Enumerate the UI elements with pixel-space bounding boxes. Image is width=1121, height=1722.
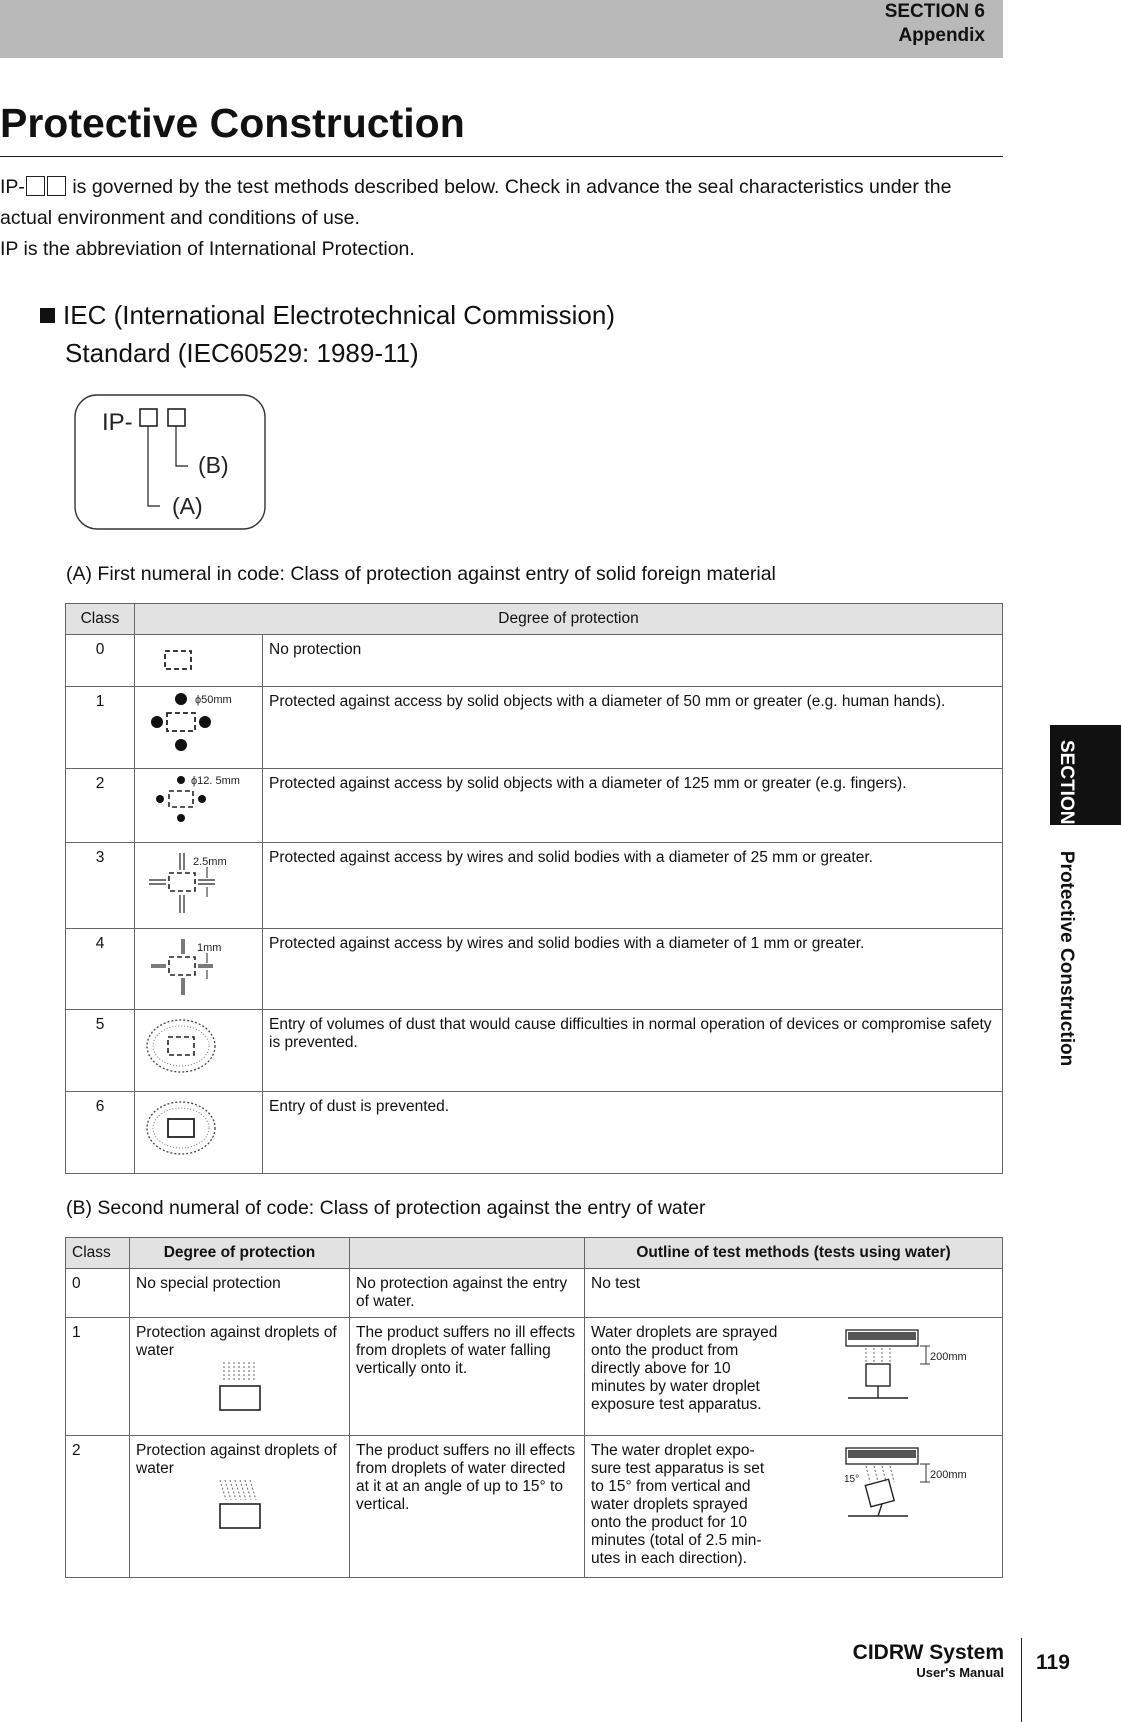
header-class: Class bbox=[66, 1238, 130, 1269]
medium-solid-objects-icon bbox=[141, 775, 253, 831]
header-degree: Degree of protection bbox=[130, 1238, 350, 1269]
side-tab-label: SECTION 6 Protective Construction bbox=[1056, 740, 1077, 1067]
dust-tight-icon bbox=[141, 1098, 253, 1160]
svg-text:200mm: 200mm bbox=[930, 1469, 967, 1481]
table-b-caption: (B) Second numeral of code: Class of protection against the entry of water bbox=[66, 1197, 706, 1219]
wire-1mm-icon bbox=[141, 935, 253, 997]
header-degree: Degree of protection bbox=[135, 604, 1003, 635]
icon-cell bbox=[135, 929, 263, 1010]
svg-text:ϕ50mm: ϕ50mm bbox=[195, 694, 232, 706]
footer-divider bbox=[1021, 1638, 1022, 1722]
solid-protection-table bbox=[65, 603, 1003, 1174]
table-row: 3 2.5mm Protected against access by wires and solid bodies with a diameter of 25 mm or greater. bbox=[66, 843, 1003, 929]
table-row: 0 No special protection No protection against the entry of water. No test bbox=[66, 1269, 1003, 1318]
svg-text:ϕ12. 5mm: ϕ12. 5mm bbox=[191, 775, 240, 787]
code-box-icon bbox=[47, 176, 66, 196]
bullet-square-icon bbox=[40, 308, 55, 323]
ip-code-diagram bbox=[74, 394, 266, 530]
header-class: Class bbox=[66, 604, 135, 635]
title-rule bbox=[0, 156, 1003, 157]
large-solid-objects-icon bbox=[141, 693, 253, 757]
section-name: Appendix bbox=[898, 25, 985, 46]
header-outline: Outline of test methods (tests using water) bbox=[585, 1238, 1003, 1269]
table-row: 5 Entry of volumes of dust that would cause difficulties in normal operation of devices or compromise safety is prevented. bbox=[66, 1010, 1003, 1092]
svg-text:(B): (B) bbox=[198, 452, 229, 478]
dust-protected-icon bbox=[141, 1016, 253, 1078]
no-protection-icon bbox=[141, 641, 253, 675]
svg-text:1mm: 1mm bbox=[197, 942, 222, 954]
icon-cell bbox=[135, 635, 263, 687]
icon-cell bbox=[135, 687, 263, 769]
section-label bbox=[885, 0, 985, 48]
svg-text:200mm: 200mm bbox=[930, 1351, 967, 1363]
vertical-drip-icon bbox=[136, 1360, 336, 1414]
table-row: 0 No protection bbox=[66, 635, 1003, 687]
table-row: 1 ϕ50mm Protected against access by solid objects with a diameter of 50 mm or greater (e.g. human hands). bbox=[66, 687, 1003, 769]
icon-cell bbox=[135, 843, 263, 929]
page-number: 119 bbox=[1036, 1651, 1070, 1674]
page-header bbox=[0, 0, 1003, 58]
angled-drip-icon bbox=[136, 1478, 336, 1532]
svg-text:2.5mm: 2.5mm bbox=[193, 856, 227, 868]
svg-text:(A): (A) bbox=[172, 493, 203, 519]
water-protection-table bbox=[65, 1237, 1003, 1578]
wire-2-5mm-icon bbox=[141, 849, 253, 915]
intro-line-1: IP- is governed by the test methods described below. Check in advance the seal characteristics under the actual environment and conditions of use. bbox=[0, 176, 952, 229]
tilted-drip-test-apparatus-icon bbox=[826, 1442, 996, 1532]
section-number: SECTION 6 bbox=[884, 1, 985, 22]
icon-cell bbox=[135, 769, 263, 843]
intro-line-2: IP is the abbreviation of International Protection. bbox=[0, 238, 415, 260]
code-box-icon bbox=[26, 176, 45, 196]
table-row: 2 Protection against droplets of water The product suffers no ill effects from droplets of water directed at it at an angle of up to 15° to vertical. The water droplet expo-sure test apparatus is set to 15° from vertical and water droplets sprayed onto the product for 10 minutes (total of 2.5 min-utes in each direction). 200mm 15° bbox=[66, 1436, 1003, 1578]
page-title: Protective Construction bbox=[0, 100, 465, 146]
drip-test-apparatus-icon bbox=[826, 1324, 996, 1414]
table-row: 1 Protection against droplets of water The product suffers no ill effects from droplets of water falling vertically onto it. Water droplets are sprayed onto the product from directly above for 10 minutes by water droplet exposure test apparatus. 200mm bbox=[66, 1318, 1003, 1436]
table-row: 4 1mm Protected against access by wires and solid bodies with a diameter of 1 mm or greater. bbox=[66, 929, 1003, 1010]
table-row: 6 Entry of dust is prevented. bbox=[66, 1092, 1003, 1174]
svg-text:15°: 15° bbox=[844, 1474, 860, 1485]
intro-text bbox=[0, 172, 1005, 265]
header-blank bbox=[350, 1238, 585, 1269]
svg-text:IP-: IP- bbox=[102, 409, 133, 436]
icon-cell bbox=[135, 1010, 263, 1092]
table-row: 2 ϕ12. 5mm Protected against access by solid objects with a diameter of 125 mm or greater (e.g. fingers). bbox=[66, 769, 1003, 843]
standard-heading: IEC (International Electrotechnical Commission) Standard (IEC60529: 1989-11) bbox=[40, 296, 615, 372]
table-a-caption: (A) First numeral in code: Class of protection against entry of solid foreign material bbox=[66, 563, 776, 585]
icon-cell bbox=[135, 1092, 263, 1174]
footer-manual: CIDRW System User's Manual bbox=[852, 1641, 1004, 1680]
